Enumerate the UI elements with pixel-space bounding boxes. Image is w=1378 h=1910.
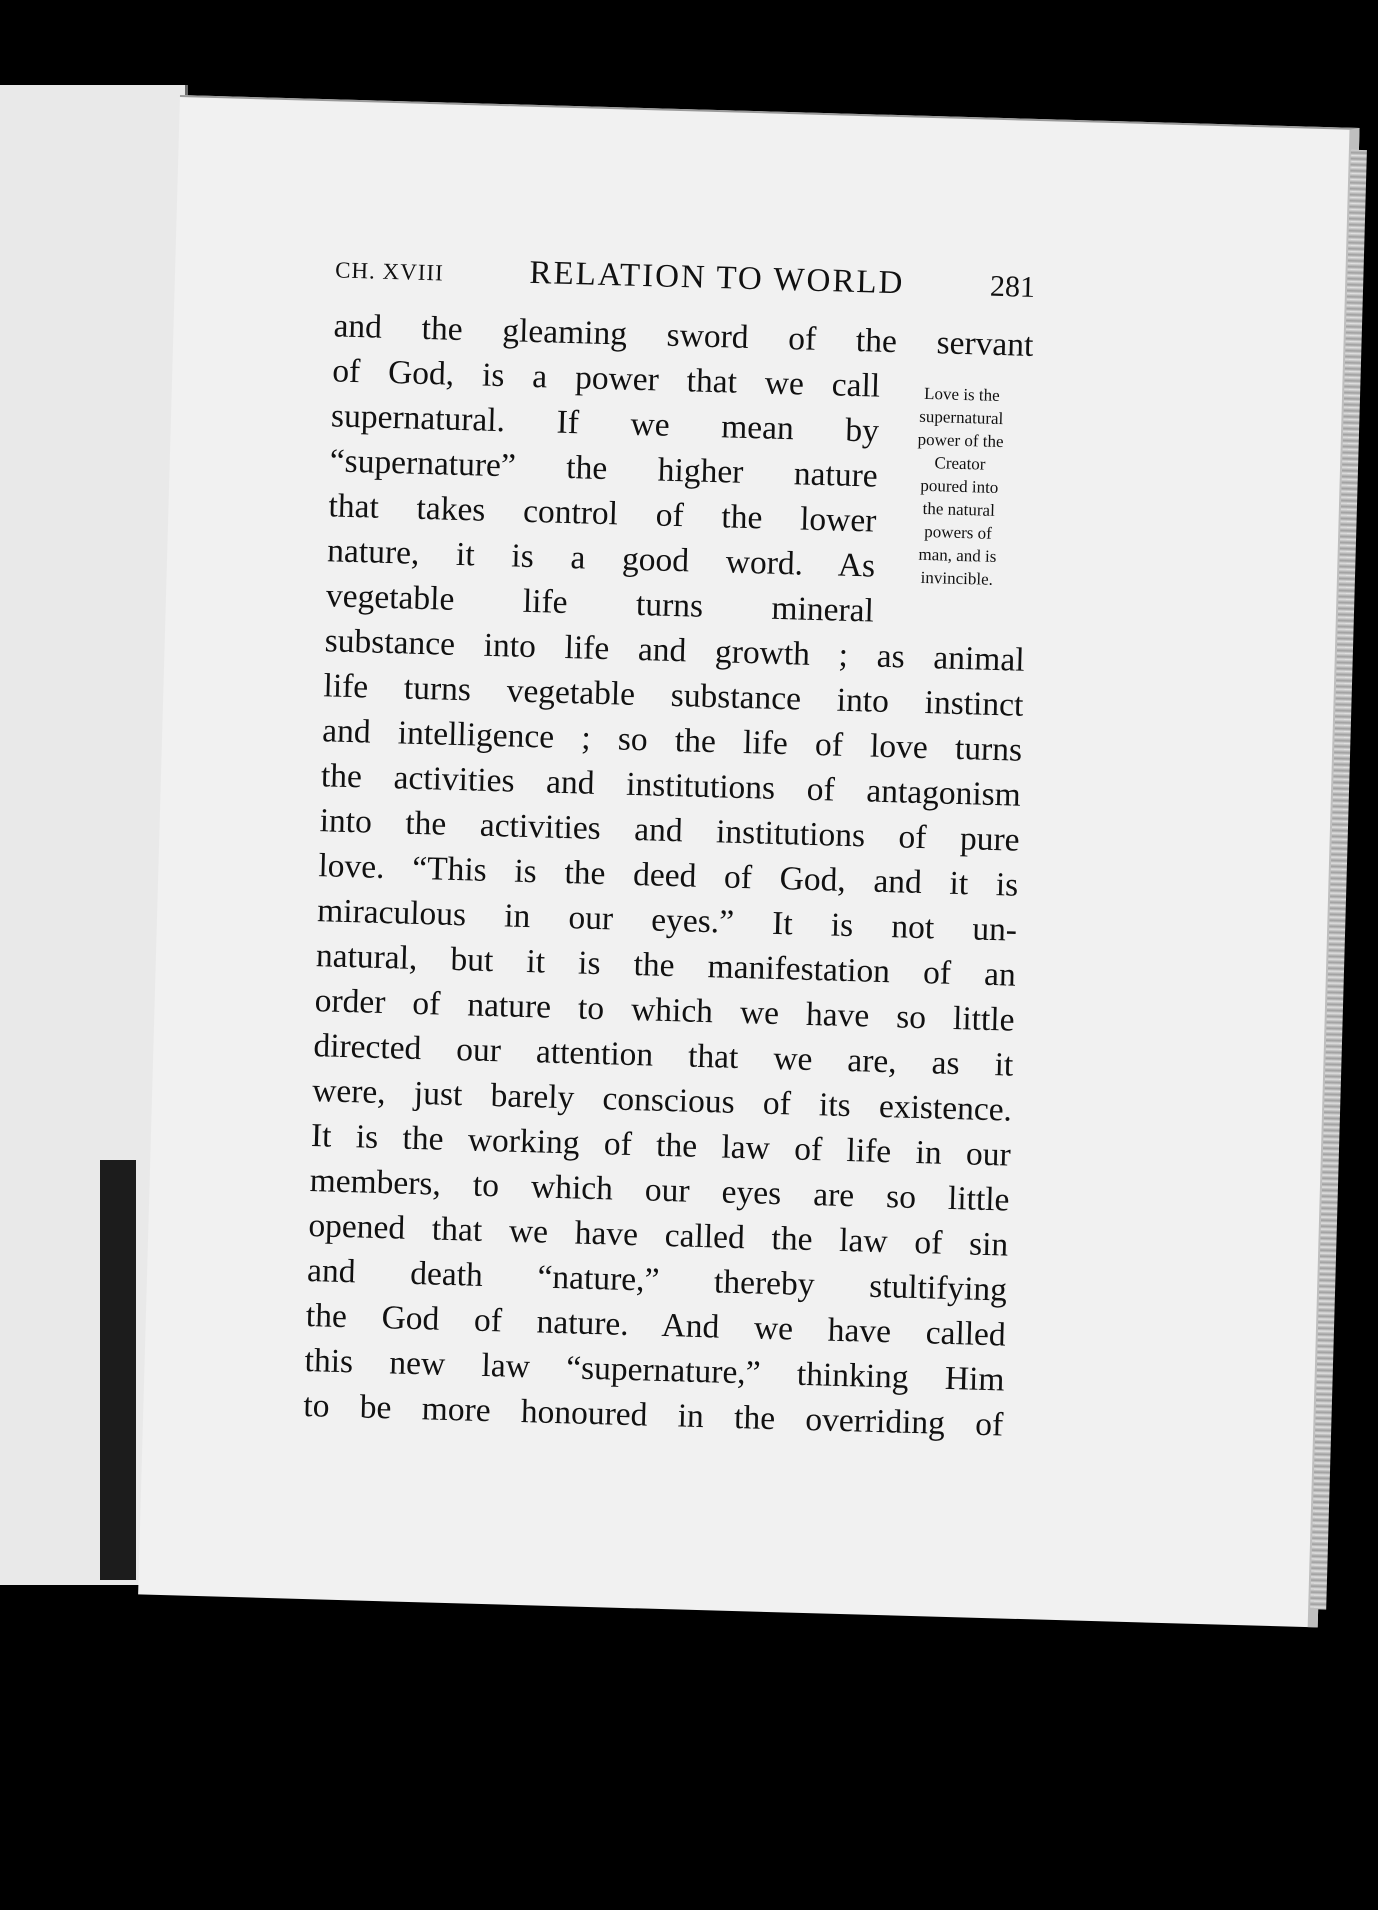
text-line: the God of nature. And we have called [305, 1297, 1007, 1354]
text-line: substance into life and growth ; as animal [324, 622, 1026, 679]
marginal-note [887, 381, 1033, 592]
marginal-note-line: supernatural [919, 406, 1004, 429]
text-line: and intelligence ; so the life of love turns [321, 712, 1023, 769]
text-line: It is the working of the law of life in our [310, 1117, 1012, 1174]
marginal-note-line: powers of [924, 521, 993, 543]
text-line: natural, but it is the manifestation of an [315, 937, 1017, 994]
text-line: the activities and institutions of antagonism [320, 757, 1022, 814]
marginal-note-line: Creator [934, 453, 986, 474]
text-line: that takes control of the lower [328, 487, 877, 540]
book-page [138, 95, 1359, 1627]
marginal-note-line: power of the [917, 429, 1004, 452]
text-line: members, to which our eyes are so little [309, 1162, 1010, 1219]
marginal-note-line: Love is the [923, 383, 1000, 406]
body-text [303, 303, 1034, 1447]
text-line: love. “This is the deed of God, and it is [318, 847, 1019, 904]
page-content [303, 249, 1036, 1447]
text-line: opened that we have called the law of sin [307, 1207, 1009, 1264]
text-line: order of nature to which we have so little [314, 982, 1016, 1039]
text-line: of God, is a power that we call [331, 352, 881, 405]
chapter-label: CH. XVIII [334, 257, 445, 286]
text-line: and the gleaming sword of the servant [333, 307, 1034, 364]
text-line: were, just barely conscious of its existence. [311, 1072, 1013, 1129]
text-line: life turns vegetable substance into instinct [323, 667, 1024, 724]
running-title: RELATION TO WORLD [528, 254, 905, 302]
text-line: into the activities and institutions of pure [319, 802, 1021, 859]
page-number: 281 [989, 269, 1036, 304]
page-stack-edge [1310, 150, 1367, 1610]
text-line: to be more honoured in the overriding of [302, 1386, 1004, 1444]
text-line: this new law “supernature,” thinking Him [304, 1341, 1005, 1399]
text-line: supernatural. If we mean by [330, 397, 880, 450]
marginal-note-line: man, and is [918, 544, 997, 566]
marginal-note-line: invincible. [920, 567, 994, 589]
text-line: miraculous in our eyes.” It is not un- [316, 892, 1018, 949]
marginal-note-line: the natural [922, 498, 996, 520]
marginal-note-line: poured into [920, 475, 999, 497]
text-line: nature, it is a good word. As [326, 532, 876, 585]
text-line: vegetable life turns mineral [325, 577, 875, 630]
text-line: “supernature” the higher nature [329, 442, 879, 495]
binding-shadow [100, 1160, 136, 1580]
text-line: directed our attention that we are, as it [312, 1027, 1014, 1084]
text-line: and death “nature,” thereby stultifying [306, 1252, 1008, 1309]
